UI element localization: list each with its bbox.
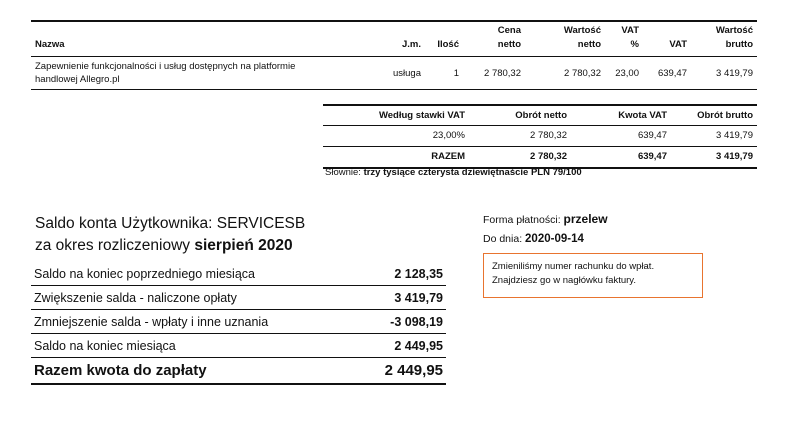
amount-in-words-label: Słownie: [325, 167, 361, 178]
payment-method [483, 212, 608, 226]
item-name: Zapewnienie funkcjonalności i usług dostępnych na platformie handlowej Allegro.pl [35, 61, 296, 85]
table-row [31, 334, 446, 358]
table-row [31, 262, 446, 286]
balance-row-value: 2 449,95 [358, 334, 446, 358]
balance-period-value: sierpień 2020 [194, 237, 293, 254]
table-row [31, 57, 757, 90]
vat-gross-header: Obrót brutto [697, 110, 753, 121]
due-date-value: 2020-09-14 [525, 233, 584, 245]
balance-row-value: 2 128,35 [358, 262, 446, 286]
balance-title: Saldo konta Użytkownika: SERVICESB [35, 215, 306, 232]
balance-total-label: Razem kwota do zapłaty [31, 358, 358, 385]
balance-row-value: 3 419,79 [358, 286, 446, 310]
notice-line-2: Znajdziesz go w nagłówku faktury. [492, 275, 636, 286]
balance-period [35, 237, 293, 255]
vat-gross: 3 419,79 [716, 130, 753, 141]
item-gross-value: 3 419,79 [716, 67, 753, 79]
amount-in-words-value: trzy tysiące czterysta dziewiętnaście PLN 79/100 [363, 167, 582, 178]
col-unit-header: J.m. [401, 39, 421, 50]
item-net-value: 2 780,32 [564, 67, 601, 79]
balance-row-label: Saldo na koniec poprzedniego miesiąca [31, 262, 358, 286]
vat-amount-header: Kwota VAT [618, 110, 667, 121]
vat-rate-header: Według stawki VAT [378, 110, 465, 121]
vat-total-row [323, 147, 757, 169]
invoice-items-table [31, 20, 757, 90]
col-name-header: Nazwa [35, 39, 65, 50]
col-net-value-header: Wartość netto [563, 25, 601, 50]
balance-row-label: Zmniejszenie salda - wpłaty i inne uznania [31, 310, 358, 334]
item-qty: 1 [453, 67, 459, 79]
table-row [31, 286, 446, 310]
vat-total-gross: 3 419,79 [716, 151, 753, 162]
items-header-row [31, 21, 757, 57]
item-net-price: 2 780,32 [484, 67, 521, 79]
col-vat-pct-header: VAT % [621, 25, 639, 50]
due-date-label: Do dnia: [483, 233, 523, 245]
balance-period-prefix: za okres rozliczeniowy [35, 237, 191, 254]
vat-amount: 639,47 [637, 130, 667, 141]
balance-table [31, 262, 446, 385]
balance-row-label: Zwiększenie salda - naliczone opłaty [31, 286, 358, 310]
item-vat-pct: 23,00 [615, 67, 639, 79]
vat-total-label: RAZEM [431, 151, 465, 162]
table-row [323, 126, 757, 147]
account-change-notice [483, 253, 703, 298]
col-net-price-header: Cena netto [497, 25, 521, 50]
vat-summary-table [323, 104, 757, 169]
table-row [31, 310, 446, 334]
vat-total-net: 2 780,32 [530, 151, 567, 162]
balance-row-value: -3 098,19 [358, 310, 446, 334]
due-date [483, 233, 584, 245]
notice-line-1: Zmieniliśmy numer rachunku do wpłat. [492, 261, 655, 272]
payment-method-value: przelew [563, 212, 608, 226]
col-vat-header: VAT [669, 39, 687, 50]
col-gross-value-header: Wartość brutto [715, 25, 753, 50]
payment-method-label: Forma płatności: [483, 214, 561, 226]
balance-row-label: Saldo na koniec miesiąca [31, 334, 358, 358]
balance-total-row [31, 358, 446, 385]
balance-total-value: 2 449,95 [358, 358, 446, 385]
amount-in-words [325, 167, 582, 178]
col-qty-header: Ilość [437, 39, 459, 50]
vat-net-header: Obrót netto [515, 110, 567, 121]
vat-total-amount: 639,47 [637, 151, 667, 162]
vat-rate: 23,00% [432, 130, 465, 141]
vat-summary-header-row [323, 105, 757, 126]
item-vat: 639,47 [657, 67, 687, 79]
item-unit: usługa [393, 67, 421, 79]
vat-net: 2 780,32 [530, 130, 567, 141]
